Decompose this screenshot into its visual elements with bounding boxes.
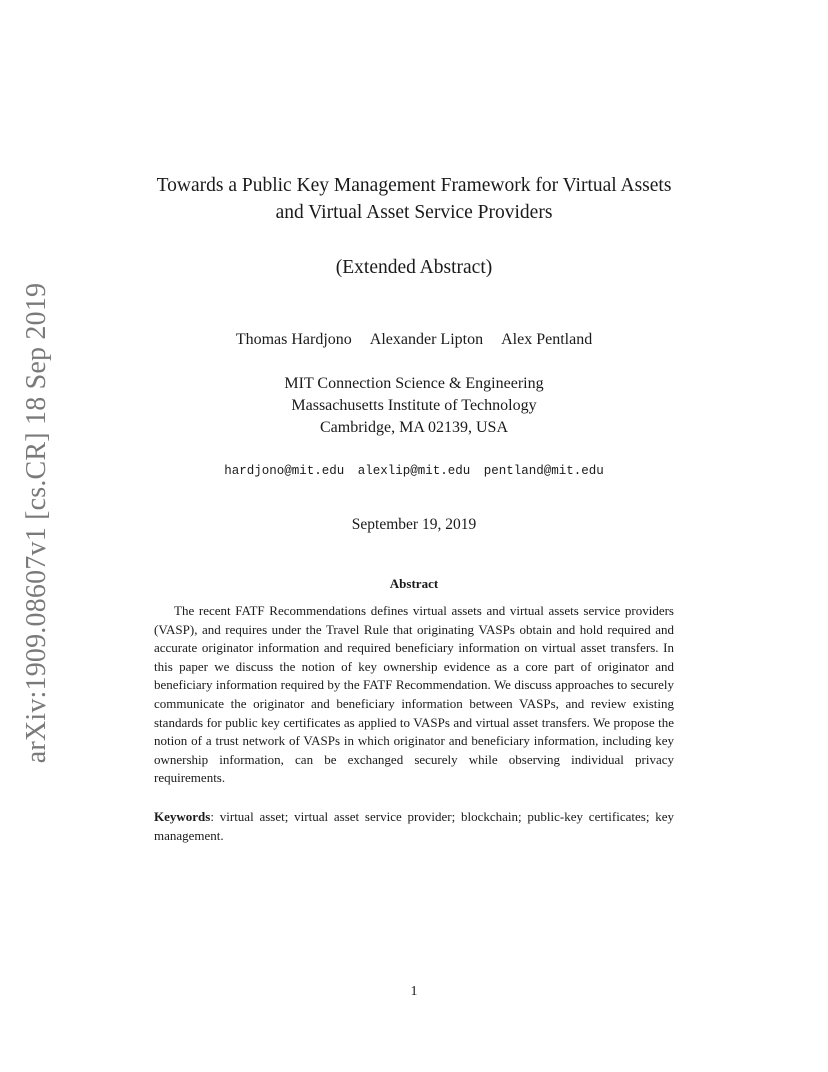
abstract-heading: Abstract — [389, 576, 439, 591]
author-email: pentland@mit.edu — [483, 464, 604, 478]
keywords-label: Keywords — [154, 809, 211, 824]
email-list — [0, 462, 828, 480]
author-name: Alex Pentland — [501, 331, 593, 348]
affiliation-line-2: Massachusetts Institute of Technology — [291, 397, 537, 414]
title-line-1: Towards a Public Key Management Framework for Virtual Assets — [156, 175, 672, 196]
paper-title — [0, 172, 828, 226]
keywords-section — [154, 808, 674, 845]
author-name: Thomas Hardjono — [235, 331, 352, 348]
title-line-2: and Virtual Asset Service Providers — [275, 202, 553, 223]
author-name: Alexander Lipton — [369, 331, 484, 348]
affiliation-line-3: Cambridge, MA 02139, USA — [320, 419, 508, 436]
arxiv-identifier-stamp: arXiv:1909.08607v1 [cs.CR] 18 Sep 2019 — [21, 282, 52, 764]
publication-date: September 19, 2019 — [351, 516, 477, 533]
author-email: hardjono@mit.edu — [224, 464, 345, 478]
author-list — [0, 330, 828, 350]
page-number: 1 — [410, 984, 418, 999]
paper-subtitle: (Extended Abstract) — [335, 257, 493, 278]
author-email: alexlip@mit.edu — [357, 464, 471, 478]
abstract-text: The recent FATF Recommendations defines virtual assets and virtual assets service providers (VASP), and requires under the Travel Rule that originating VASPs obtain and hold required and accurate originator information and required beneficiary information on virtual asset transfers. In this paper we discuss the notion of key ownership evidence as a core part of originator and beneficiary information required by the FATF Recommendation. We discuss approaches to securely communicate the originator and beneficiary information between VASPs, and review existing standards for public key certificates as applied to VASPs and virtual asset transfers. We propose the notion of a trust network of VASPs in which originator and beneficiary information, including key ownership information, can be exchanged securely while observing individual privacy requirements. — [154, 603, 674, 786]
affiliation-line-1: MIT Connection Science & Engineering — [284, 375, 544, 392]
keywords-text: : virtual asset; virtual asset service provider; blockchain; public-key certificates; key management. — [154, 809, 674, 843]
affiliation-block — [0, 373, 828, 439]
